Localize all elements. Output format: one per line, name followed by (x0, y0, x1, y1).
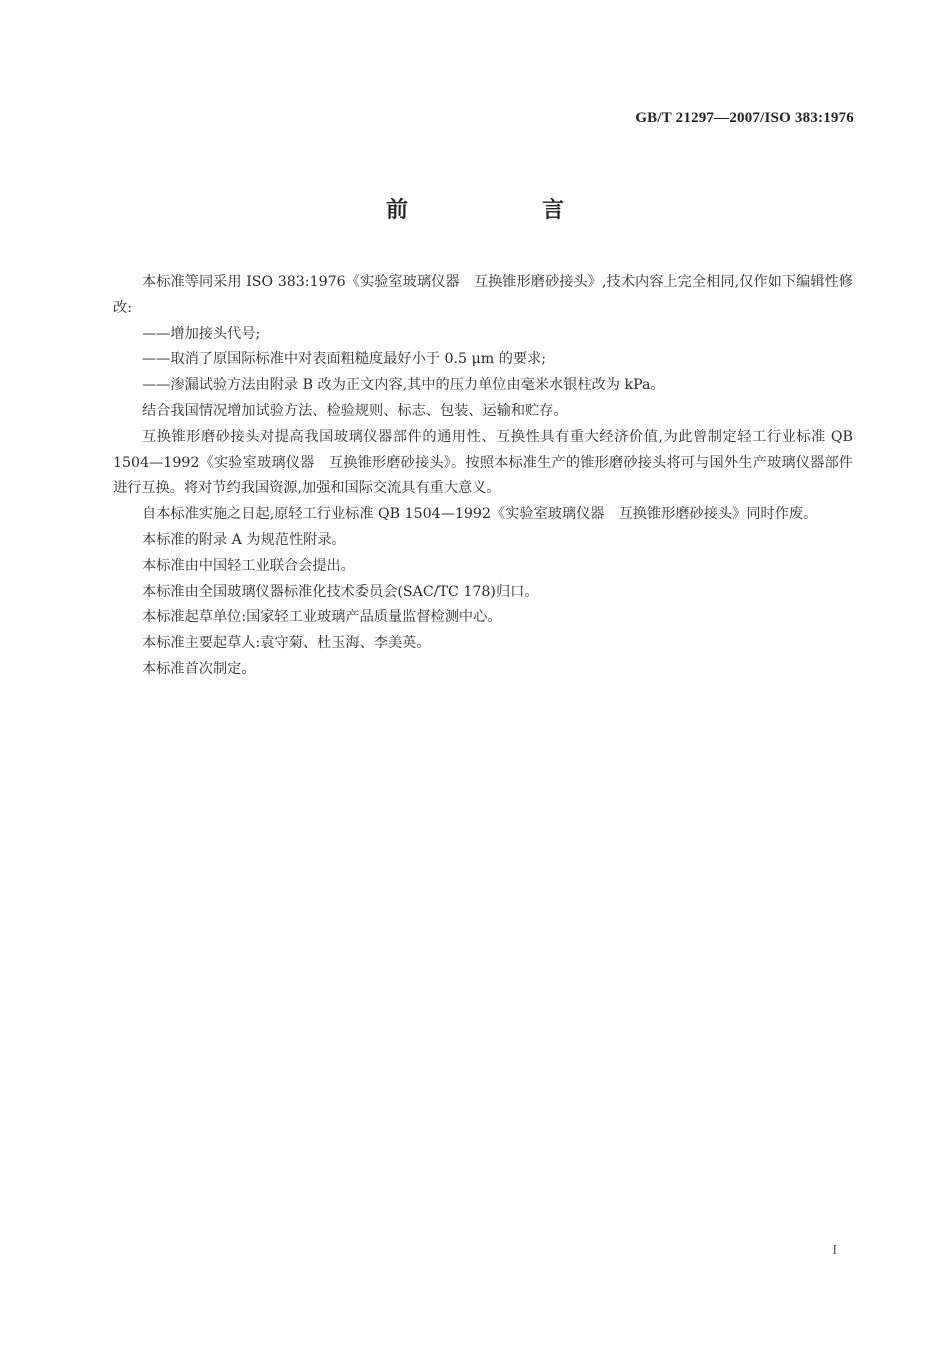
paragraph: 本标准首次制定。 (142, 660, 256, 677)
paragraph: 本标准由全国玻璃仪器标准化技术委员会(SAC/TC 178)归口。 (142, 583, 539, 600)
paragraph: 本标准起草单位:国家轻工业玻璃产品质量监督检测中心。 (142, 609, 502, 626)
paragraph: 本标准的附录 A 为规范性附录。 (142, 531, 346, 548)
paragraph: 本标准主要起草人:袁守菊、杜玉海、李美英。 (142, 635, 431, 652)
list-item: ——取消了原国际标准中对表面粗糙度最好小于 0.5 μm 的要求; (142, 351, 547, 368)
page-number: I (832, 1243, 837, 1258)
page-title: 前 言 (385, 198, 620, 223)
document-body (113, 270, 853, 683)
paragraph: 本标准等同采用 ISO 383:1976《实验室玻璃仪器 互换锥形磨砂接头》,技术内容上完全相同,仅作如下编辑性修改: (113, 274, 853, 316)
list-item: ——渗漏试验方法由附录 B 改为正文内容,其中的压力单位由毫米水银柱改为 kPa。 (142, 377, 665, 394)
paragraph: 互换锥形磨砂接头对提高我国玻璃仪器部件的通用性、互换性具有重大经济价值,为此曾制定轻工行业标准 QB 1504—1992《实验室玻璃仪器 互换锥形磨砂接头》。按照本标准生产的锥形磨砂接头将可与国外生产玻璃仪器部件进行互换。将对节约我国资源,加强和国际交流具有重大意义。 (113, 428, 853, 497)
paragraph: 自本标准实施之日起,原轻工行业标准 QB 1504—1992《实验室玻璃仪器 互换锥形磨砂接头》同时作废。 (142, 506, 818, 523)
standard-code: GB/T 21297—2007/ISO 383:1976 (635, 110, 854, 126)
paragraph: 结合我国情况增加试验方法、检验规则、标志、包装、运输和贮存。 (142, 402, 568, 419)
paragraph: 本标准由中国轻工业联合会提出。 (142, 557, 355, 574)
list-item: ——增加接头代号; (142, 325, 261, 342)
